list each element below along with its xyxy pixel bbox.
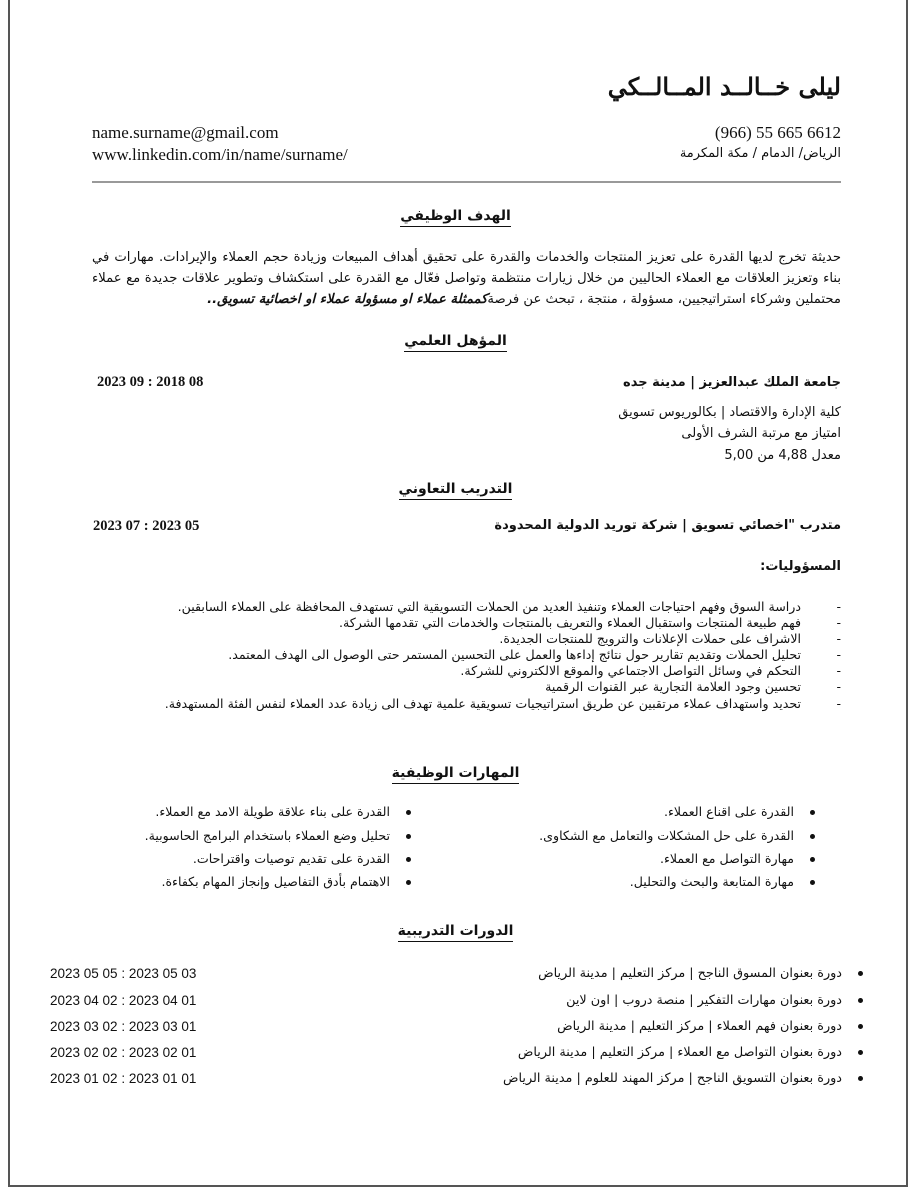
bullet-icon — [810, 880, 815, 885]
faculty-line: كلية الإدارة والاقتصاد | بكالوريوس تسويق — [618, 405, 841, 420]
training-role: متدرب "اخصائي تسويق | شركة توريد الدولية المحدودة — [494, 518, 841, 533]
courses-heading: الدورات التدريبية — [0, 923, 911, 939]
bullet-icon — [858, 1050, 863, 1055]
bullet-icon — [406, 810, 411, 815]
header-divider — [92, 181, 841, 183]
course-item: دورة بعنوان التواصل مع العملاء | مركز التعليم | مدينة الرياض — [518, 1045, 863, 1060]
university-line: جامعة الملك عبدالعزيز | مدينة جده — [623, 375, 841, 390]
bullet-icon — [810, 834, 815, 839]
education-heading: المؤهل العلمي — [0, 333, 911, 349]
bullet-icon — [406, 857, 411, 862]
page-border — [8, 0, 908, 1187]
list-item: - الاشراف على حملات الإعلانات والترويج للمنتجات الجديدة. — [92, 631, 841, 647]
course-dates: 2023 02 02 : 2023 02 01 — [50, 1045, 197, 1060]
list-item: - تحليل الحملات وتقديم تقارير حول نتائج إداءها والعمل على التحسين المستمر حتى الوصول الى الهدف المعتمد. — [92, 647, 841, 663]
responsibilities-title: المسؤوليات: — [760, 559, 841, 574]
list-item: - تحديد واستهداف عملاء مرتقبين عن طريق استراتيجيات تسويقية علمية تهدف الى زيادة عدد العملاء لنفس الفئة المستهدفة. — [92, 696, 841, 712]
training-heading: التدريب التعاوني — [0, 481, 911, 497]
skills-heading: المهارات الوظيفية — [0, 765, 911, 781]
linkedin-text[interactable]: www.linkedin.com/in/name/surname/ — [92, 145, 348, 164]
course-item: دورة بعنوان مهارات التفكير | منصة دروب | اون لاين — [566, 993, 863, 1008]
honors-line: امتياز مع مرتبة الشرف الأولى — [681, 426, 841, 441]
gpa-line: معدل 4,88 من 5,00 — [724, 448, 841, 463]
course-item: دورة بعنوان فهم العملاء | مركز التعليم | مدينة الرياض — [557, 1019, 863, 1034]
list-item: - التحكم في وسائل التواصل الاجتماعي والموقع الالكتروني للشركة. — [92, 663, 841, 679]
training-dates: 2023 07 : 2023 05 — [93, 518, 200, 534]
skill-item: مهارة المتابعة والبحث والتحليل. — [630, 874, 815, 889]
skill-item: الاهتمام بأدق التفاصيل وإنجاز المهام بكفاءة. — [161, 874, 411, 889]
skill-item: القدرة على اقناع العملاء. — [664, 804, 815, 819]
skill-item: مهارة التواصل مع العملاء. — [660, 851, 815, 866]
candidate-name: ليلى خــالــد المــالــكي — [607, 72, 841, 101]
skill-item: القدرة على حل المشكلات والتعامل مع الشكاوى. — [539, 828, 815, 843]
objective-paragraph: حديثة تخرج لديها القدرة على تعزيز المنتجات والخدمات والقدرة على تحقيق أهداف المبيعات وزيادة حجم العملاء والإيرادات. مهارات في بناء وتعزيز العلاقات مع العملاء الحاليين من خلال زيارات منتظمة وتواصل فعّال مع القدرة على استكشاف وتطوير علاقات جديدة مع عملاء محتملين وشركاء استراتيجيين، مسؤولة ، منتجة ، تبحث عن فرصةكممثلة عملاء او مسؤولة عملاء او اخصائية تسويق.. — [92, 250, 841, 307]
locations-text: الرياض/ الدمام / مكة المكرمة — [679, 146, 841, 161]
skill-item: تحليل وضع العملاء باستخدام البرامج الحاسوبية. — [145, 828, 411, 843]
bullet-icon — [810, 810, 815, 815]
list-item: - تحسين وجود العلامة التجارية عبر القنوات الرقمية — [92, 679, 841, 695]
responsibilities-list — [92, 599, 841, 712]
course-item: دورة بعنوان التسويق الناجح | مركز المهند للعلوم | مدينة الرياض — [503, 1071, 863, 1086]
course-dates: 2023 01 02 : 2023 01 01 — [50, 1071, 197, 1086]
course-dates: 2023 03 02 : 2023 03 01 — [50, 1019, 197, 1034]
list-item: - دراسة السوق وفهم احتياجات العملاء وتنفيذ العديد من الحملات التسويقية التي تستهدف المحافظة على العملاء السابقين. — [92, 599, 841, 615]
bullet-icon — [858, 1076, 863, 1081]
email-text[interactable]: name.surname@gmail.com — [92, 123, 279, 142]
bullet-icon — [858, 1024, 863, 1029]
course-dates: 2023 04 02 : 2023 04 01 — [50, 993, 197, 1008]
bullet-icon — [810, 857, 815, 862]
course-item: دورة بعنوان المسوق الناجح | مركز التعليم | مدينة الرياض — [538, 966, 863, 981]
objective-emphasis: كممثلة عملاء او مسؤولة عملاء او اخصائية تسويق.. — [207, 292, 488, 307]
bullet-icon — [406, 880, 411, 885]
list-item: - فهم طبيعة المنتجات واستقبال العملاء والتعريف بالمنتجات والخدمات التي تقدمها الشركة. — [92, 615, 841, 631]
bullet-icon — [406, 834, 411, 839]
course-dates: 2023 05 05 : 2023 05 03 — [50, 966, 197, 981]
education-dates: 2023 09 : 2018 08 — [97, 374, 204, 390]
skill-item: القدرة على تقديم توصيات واقتراحات. — [193, 851, 411, 866]
skill-item: القدرة على بناء علاقة طويلة الامد مع العملاء. — [155, 804, 411, 819]
bullet-icon — [858, 971, 863, 976]
phone-text: (966) 55 665 6612 — [714, 123, 841, 142]
objective-heading: الهدف الوظيفي — [0, 208, 911, 224]
bullet-icon — [858, 998, 863, 1003]
